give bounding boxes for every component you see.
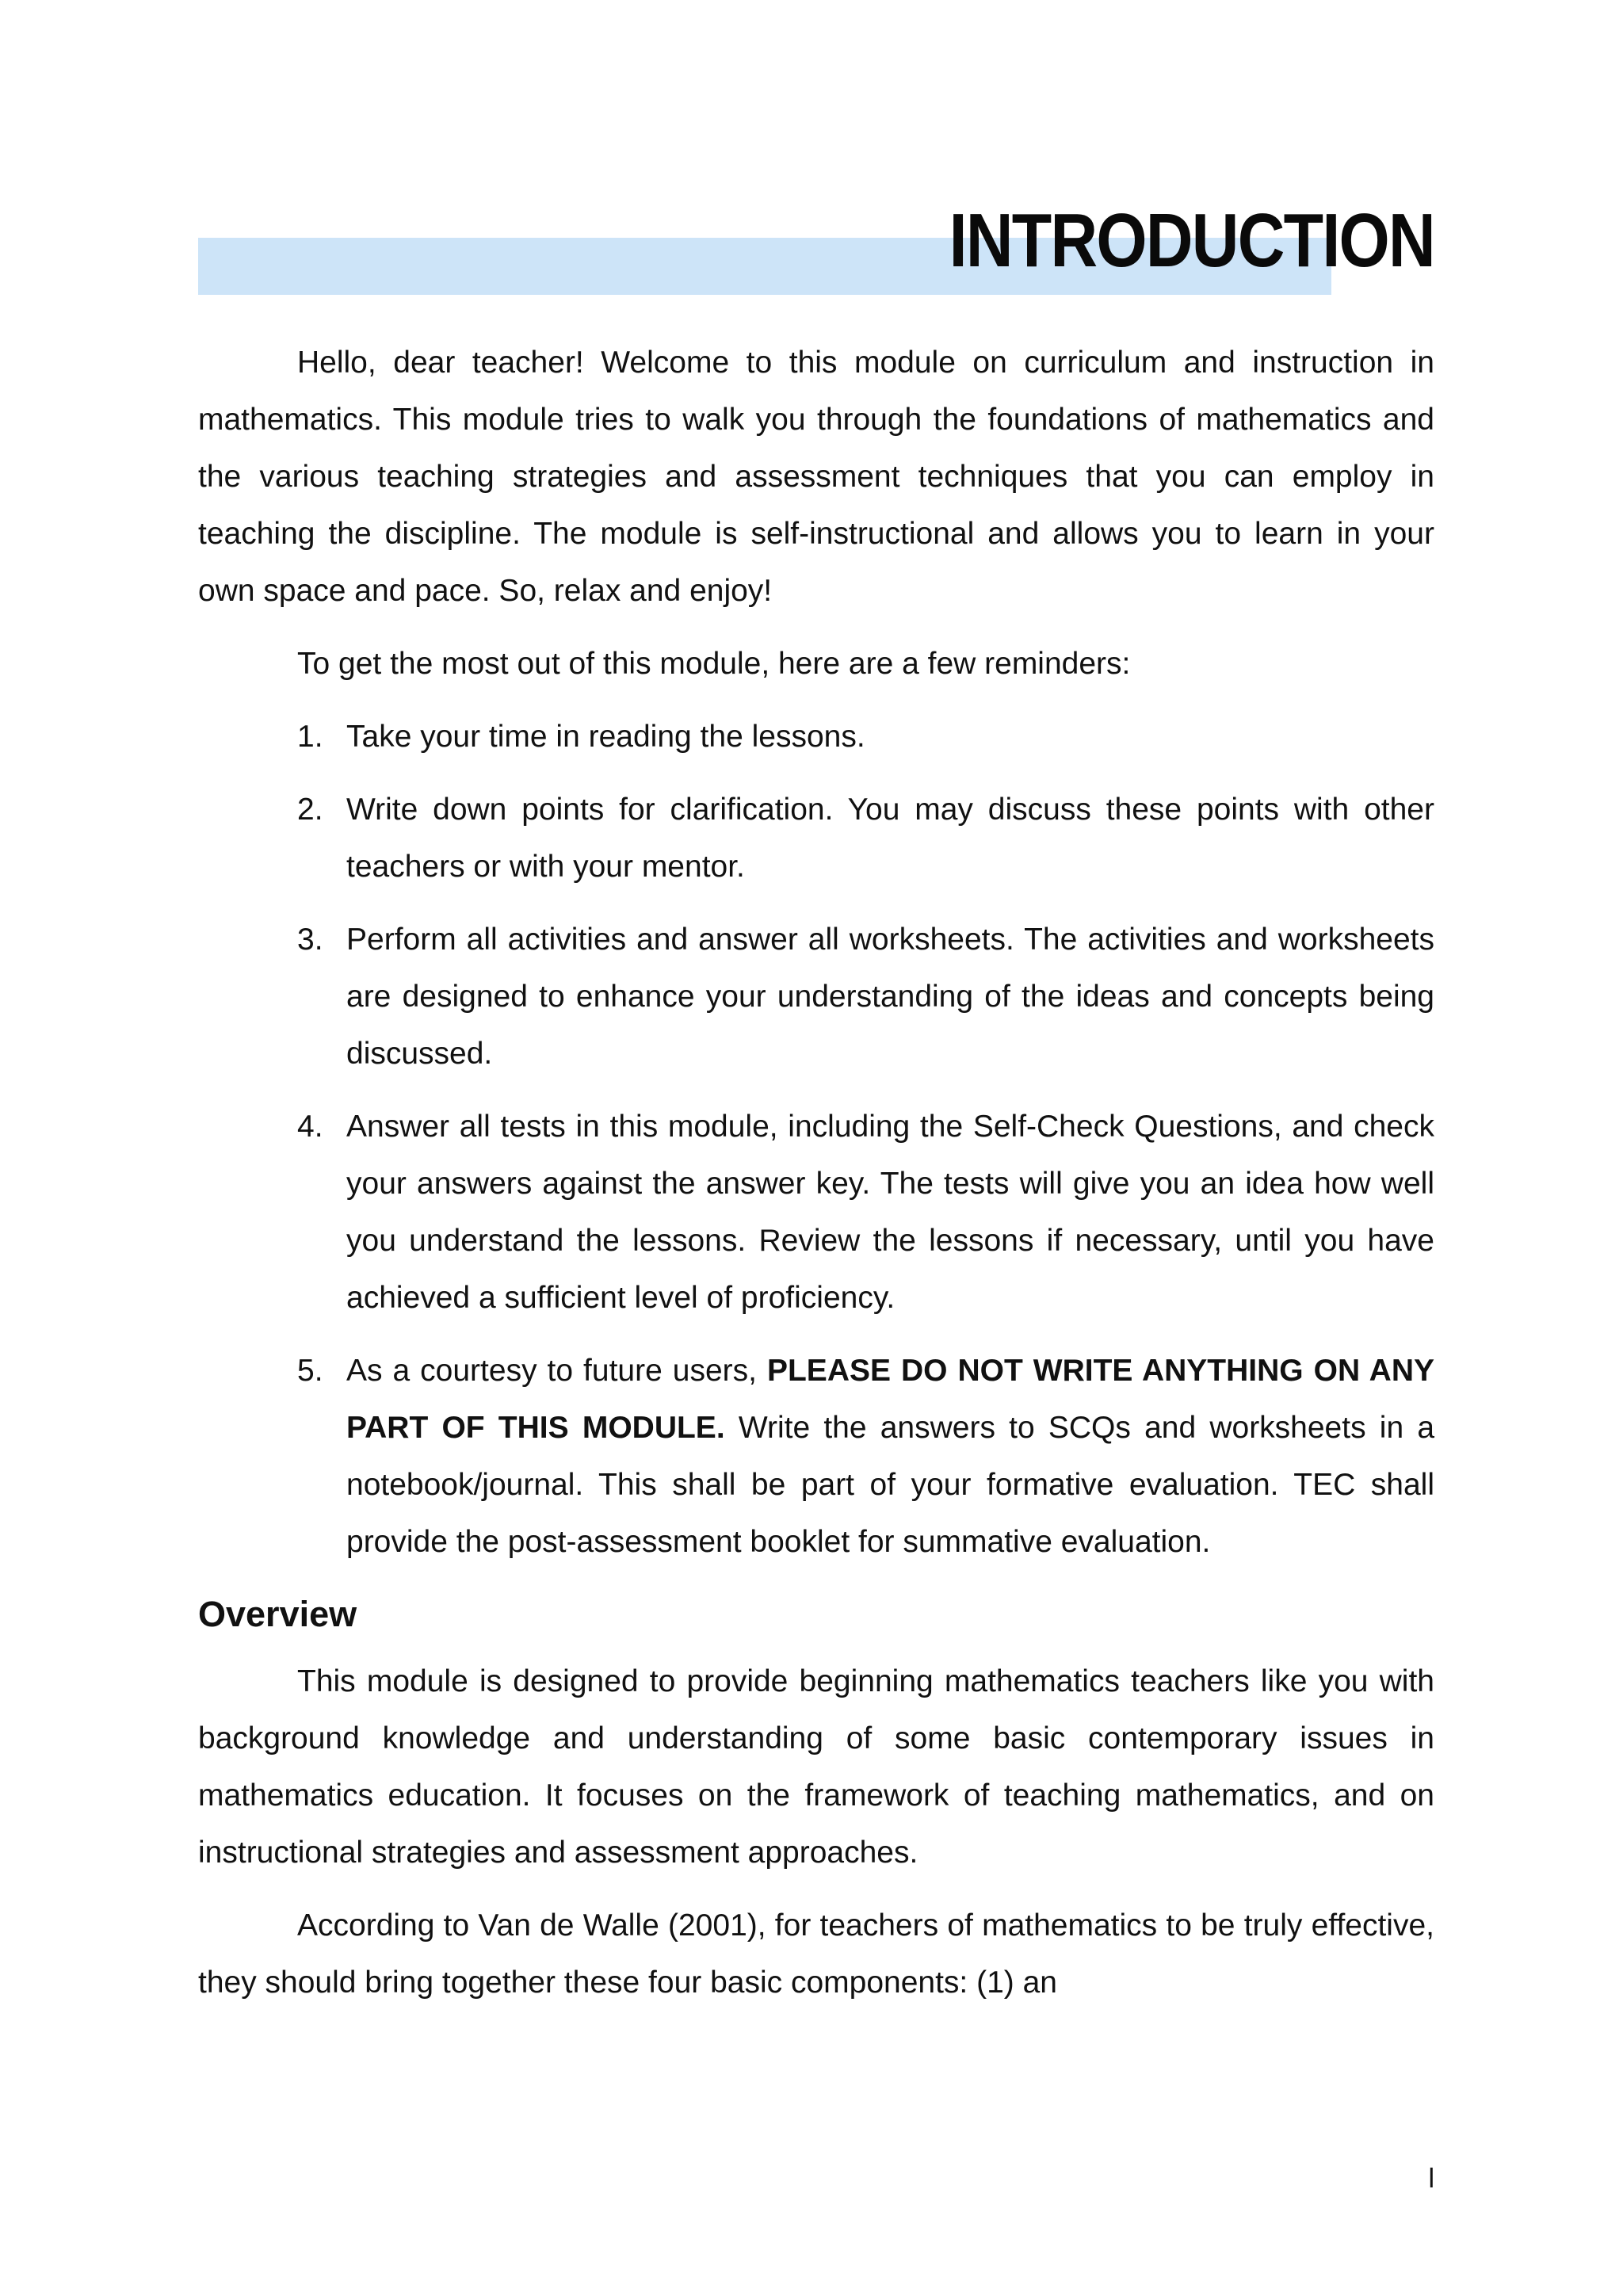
page-number: l: [1428, 2164, 1434, 2194]
list-item-warning: PLEASE DO NOT WRITE ANYTHING ON ANY PART OF THIS MODULE.: [346, 1354, 1434, 1445]
list-item-text: Write down points for clarification. You may discuss these points with other teachers or with your mentor.: [346, 793, 1434, 884]
list-item: [198, 911, 1434, 1083]
overview-paragraph: This module is designed to provide beginning mathematics teachers like you with background knowledge and understanding of some basic contemporary issues in mathematics education. It focuses on the framework of teaching mathematics, and on instructional strategies and assessment approaches.: [198, 1664, 1434, 1870]
page-content: [198, 334, 1434, 2011]
list-item: [198, 781, 1434, 896]
section-heading-overview: Overview: [198, 1594, 357, 1634]
overview-paragraph: According to Van de Walle (2001), for teachers of mathematics to be truly effective, they should bring together these four basic components: (1) an: [198, 1908, 1434, 2000]
reminders-list: [198, 709, 1434, 1571]
list-item-number: 5.: [297, 1354, 323, 1388]
list-item-number: 3.: [297, 923, 323, 957]
list-item: [198, 1098, 1434, 1327]
list-item-number: 2.: [297, 793, 323, 827]
list-item-number: 4.: [297, 1110, 323, 1144]
reminders-lead: To get the most out of this module, here are a few reminders:: [297, 647, 1131, 681]
list-item-text: Answer all tests in this module, including the Self-Check Questions, and check your answers against the answer key. The tests will give you an idea how well you understand the lessons. Review the lessons if necessary, until you have achieved a sufficient level of proficiency.: [346, 1110, 1434, 1315]
list-item-text: Take your time in reading the lessons.: [346, 720, 865, 754]
list-item-text-after: Write the answers to SCQs and worksheets in a notebook/journal. This shall be part of your formative evaluation. TEC shall provide the post-assessment booklet for summative evaluation.: [346, 1411, 1435, 1559]
list-item-number: 1.: [297, 720, 323, 754]
page-title: INTRODUCTION: [949, 198, 1434, 283]
intro-paragraph: Hello, dear teacher! Welcome to this module on curriculum and instruction in mathematics. This module tries to walk you through the foundations of mathematics and the various teaching strategies and assessment techniques that you can employ in teaching the discipline. The module is self-instructional and allows you to learn in your own space and pace. So, relax and enjoy!: [198, 346, 1434, 608]
list-item: [198, 709, 1434, 766]
list-item-text-before: As a courtesy to future users,: [346, 1354, 767, 1388]
list-item-text: Perform all activities and answer all worksheets. The activities and worksheets are designed to enhance your understanding of the ideas and concepts being discussed.: [346, 923, 1434, 1071]
list-item: [198, 1343, 1434, 1571]
